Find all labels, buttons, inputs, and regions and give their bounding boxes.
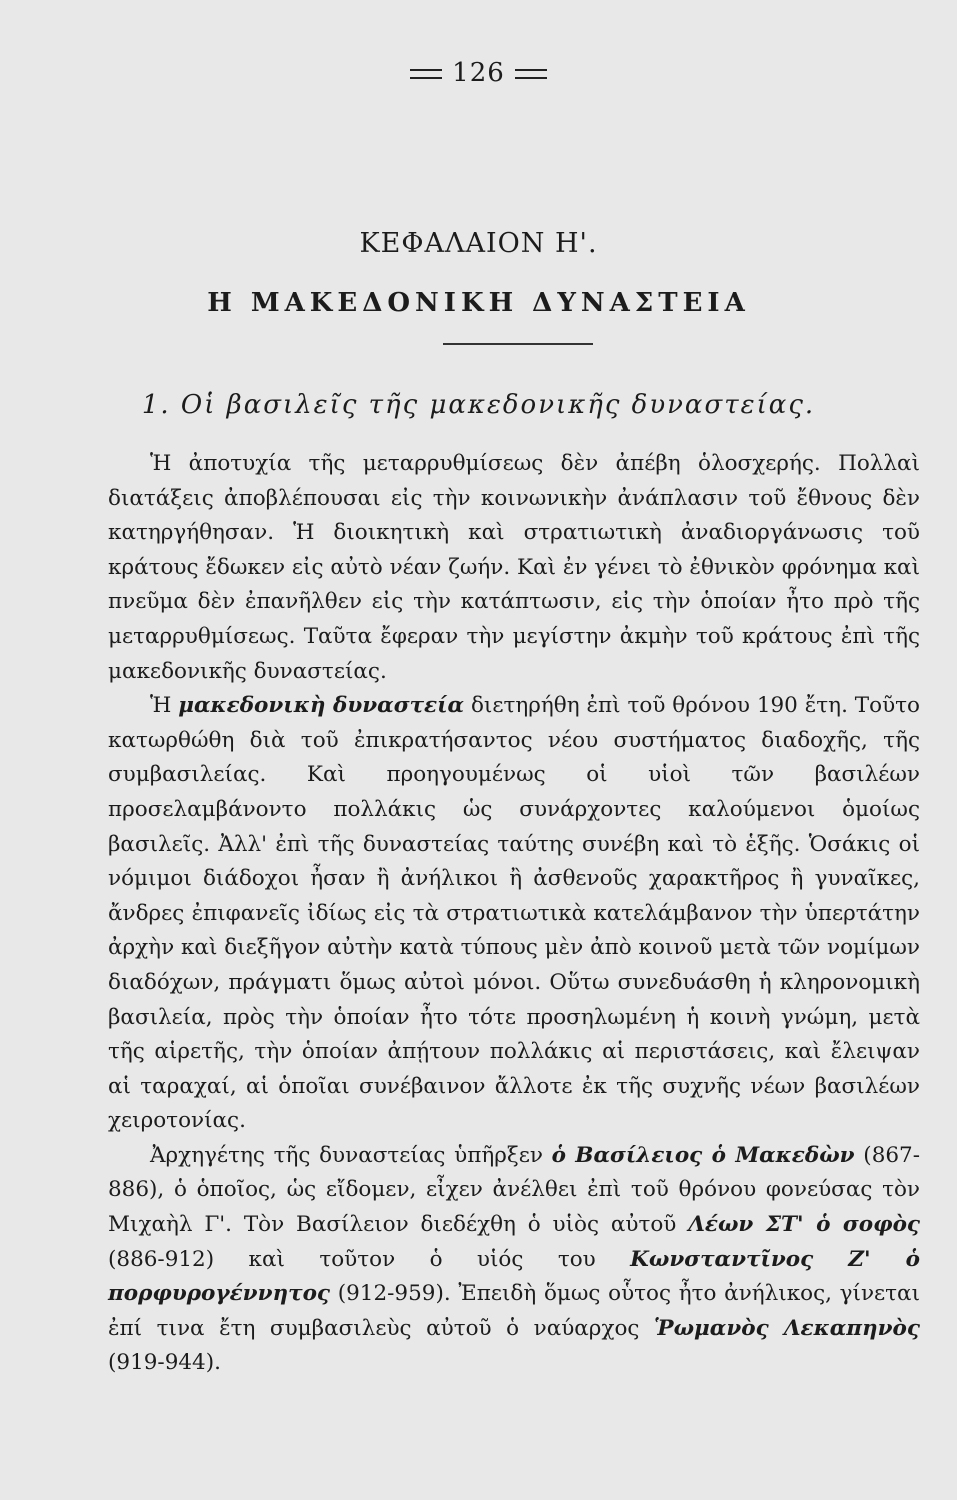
chapter-title: Η ΜΑΚΕΔΟΝΙΚΗ ΔΥΝΑΣΤΕΙΑ bbox=[207, 288, 750, 318]
page-number-left-ornament bbox=[410, 69, 442, 79]
paragraph-3-part-c: (886-912) καὶ τοῦτον ὁ υἱός του bbox=[108, 1246, 631, 1272]
page-number-right-ornament bbox=[515, 69, 547, 79]
paragraph-3-part-b: (867-886), ὁ ὁποῖος, ὡς εἴδομεν, εἶχεν ἀνέλθει ἐπὶ τοῦ θρόνου φονεύσας τὸν Μιχαὴλ Γ'. Τὸν Βασίλειον διεδέχθη ὁ υἱὸς αὐτοῦ bbox=[108, 1142, 920, 1238]
ruler-name-leo: Λέων ΣΤ' ὁ σοφὸς bbox=[688, 1212, 920, 1238]
page-number-value: 126 bbox=[452, 58, 505, 88]
page-number bbox=[0, 58, 957, 88]
paragraph-3 bbox=[108, 1139, 920, 1381]
paragraph-2-emphasis: μακεδονικὴ δυναστεία bbox=[178, 693, 465, 719]
paragraph-3-part-a: Ἀρχηγέτης τῆς δυναστείας ὑπῆρξεν bbox=[150, 1142, 552, 1168]
paragraph-1: Ἡ ἀποτυχία τῆς μεταρρυθμίσεως δὲν ἀπέβη ὁλοσχερής. Πολλαὶ διατάξεις ἀποβλέπουσαι εἰς τὴν κοινωνικὴν ἀνάπλασιν τοῦ ἔθνους δὲν κατηργήθησαν. Ἡ διοικητικὴ καὶ στρατιωτικὴ ἀναδιοργάνωσις τοῦ κράτους ἔδωκεν εἰς αὐτὸ νέαν ζωήν. Καὶ ἐν γένει τὸ ἐθνικὸν φρόνημα καὶ πνεῦμα δὲν ἐπανῆλθεν εἰς τὴν κατάπτωσιν, εἰς τὴν ὁποίαν ἦτο πρὸ τῆς μεταρρυθμίσεως. Ταῦτα ἔφεραν τὴν μεγίστην ἀκμὴν τοῦ κράτους ἐπὶ τῆς μακεδονικῆς δυναστείας. bbox=[108, 451, 921, 684]
paragraph-3-part-d: (912-959). Ἐπειδὴ ὅμως οὗτος ἦτο ἀνήλικος, γίνεται ἐπί τινα ἔτη συμβασιλεὺς αὐτοῦ ὁ ναύαρχος bbox=[108, 1281, 920, 1341]
chapter-label: ΚΕΦΑΛΑΙΟΝ Η'. bbox=[359, 228, 598, 259]
ruler-name-constantine: Κωνσταντῖνος Ζ' ὁ πορφυρογέννητος bbox=[108, 1246, 920, 1307]
section-heading: 1. Οἱ βασιλεῖς τῆς μακεδονικῆς δυναστείας. bbox=[141, 390, 816, 420]
ruler-name-romanos: Ῥωμανὸς Λεκαπηνὸς bbox=[654, 1315, 920, 1341]
paragraph-3-part-e: (919-944). bbox=[108, 1350, 221, 1376]
paragraph-2 bbox=[108, 689, 920, 1139]
paragraph-2-prefix: Ἡ bbox=[150, 693, 179, 719]
ruler-name-basil: ὁ Βασίλειος ὁ Μακεδὼν bbox=[551, 1142, 855, 1168]
paragraph-2-rest: διετηρήθη ἐπὶ τοῦ θρόνου 190 ἔτη. Τοῦτο κατωρθώθη διὰ τοῦ ἐπικρατήσαντος νέου συστήματος διαδοχῆς, τῆς συμβασιλείας. Καὶ προηγουμένως οἱ υἱοὶ τῶν βασιλέων προσελαμβάνοντο πολλάκις ὡς συνάρχοντες καλούμενοι ὁμοίως βασιλεῖς. Ἀλλ' ἐπὶ τῆς δυναστείας ταύτης συνέβη καὶ τὸ ἑξῆς. Ὁσάκις οἱ νόμιμοι διάδοχοι ἦσαν ἢ ἀνήλικοι ἢ ἀσθενοῦς χαρακτῆρος ἢ γυναῖκες, ἄνδρες ἐπιφανεῖς ἰδίως εἰς τὰ στρατιωτικὰ κατελάμβανον τὴν ὑπερτάτην ἀρχὴν καὶ διεξῆγον αὐτὴν κατὰ τύπους μὲν ἀπὸ κοινοῦ μετὰ τῶν νομίμων διαδόχων, πράγματι ὅμως αὐτοὶ μόνοι. Οὕτω συνεδυάσθη ἡ κληρονομικὴ βασιλεία, πρὸς τὴν ὁποίαν ἦτο τότε προσηλωμένη ἡ κοινὴ γνώμη, μετὰ τῆς αἱρετῆς, τὴν ὁποίαν ἀπῄτουν πολλάκις αἱ περιστάσεις, καὶ ἔλειψαν αἱ ταραχαί, αἱ ὁποῖαι συνέβαινον ἄλλοτε ἐκ τῆς συχνῆς νέων βασιλέων χειροτονίας. bbox=[108, 693, 920, 1134]
title-divider bbox=[443, 343, 593, 345]
body-text bbox=[108, 447, 920, 1381]
